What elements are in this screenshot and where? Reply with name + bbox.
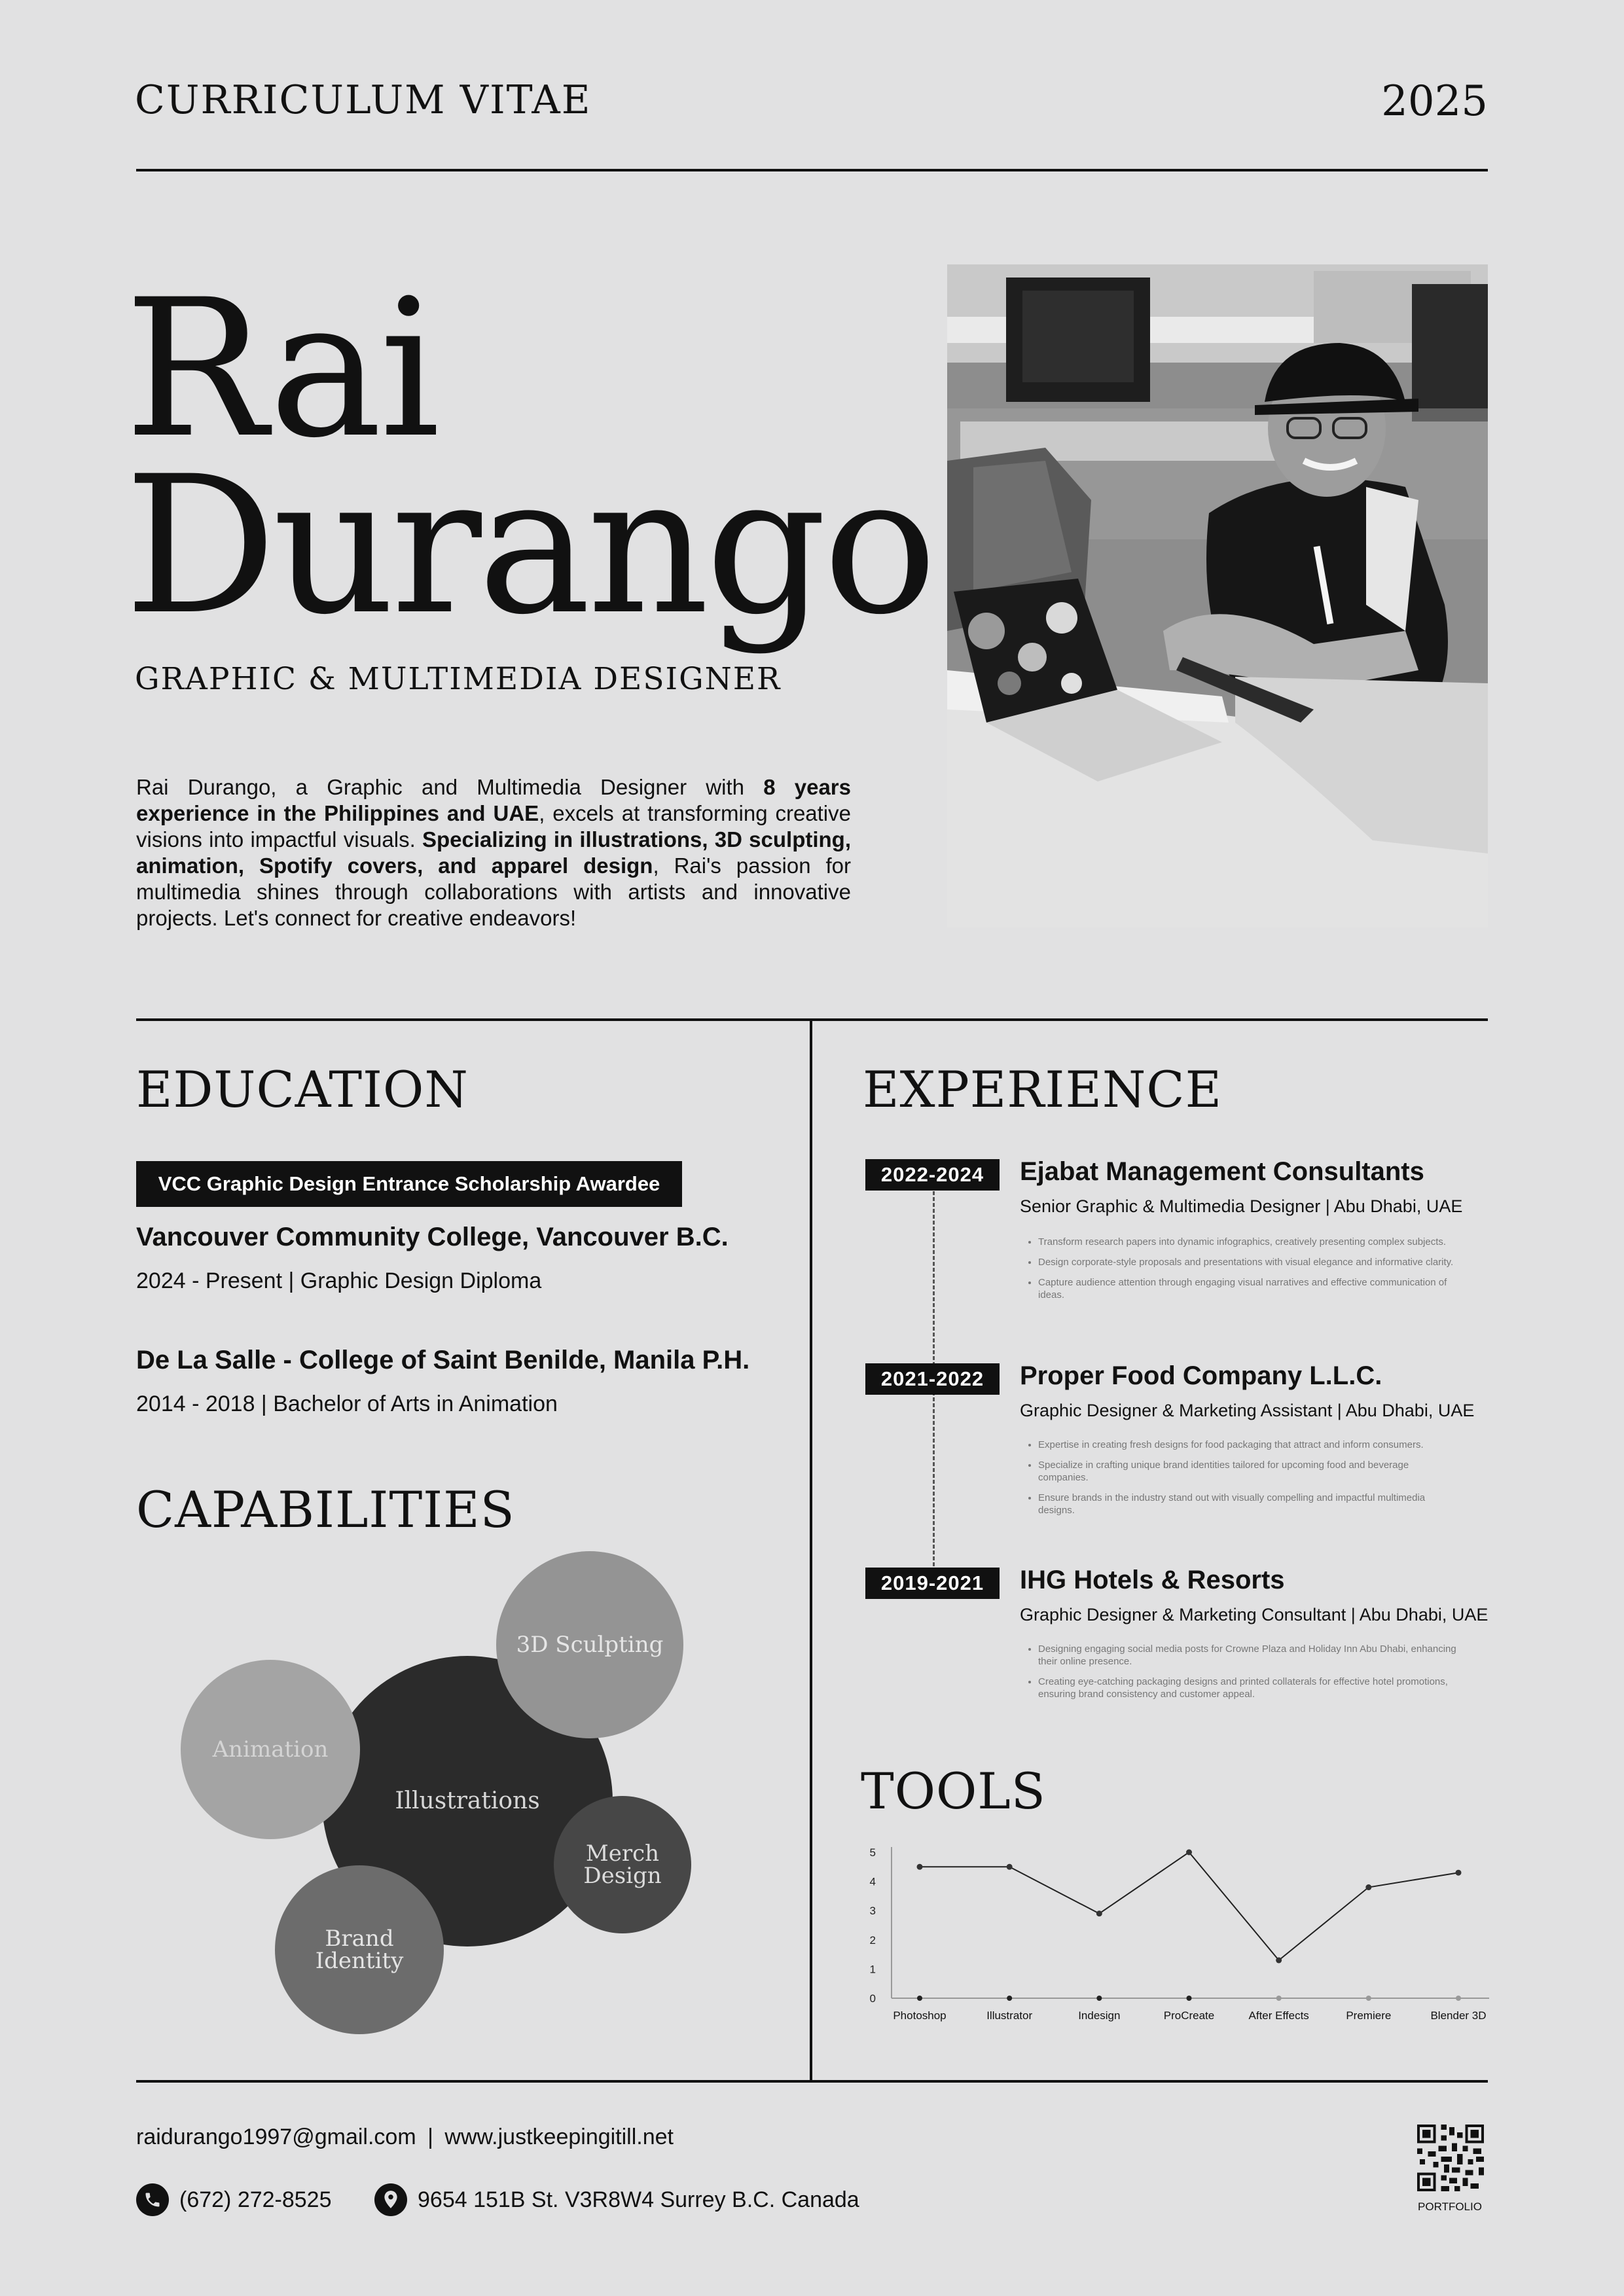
location-pin-icon bbox=[374, 2183, 407, 2216]
capability-label: Merch Design bbox=[583, 1840, 662, 1889]
profile-photo bbox=[947, 264, 1488, 927]
experience-years-badge bbox=[865, 1159, 1000, 1191]
last-name: Durango bbox=[124, 436, 933, 656]
experience-years: 2019-2021 bbox=[880, 1571, 984, 1594]
experience-company: IHG Hotels & Resorts bbox=[1020, 1566, 1285, 1594]
capability-label: Brand Identity bbox=[315, 1926, 404, 1974]
capability-bubble-3d-sculpting bbox=[496, 1551, 683, 1738]
data-point bbox=[1186, 1850, 1192, 1856]
bio-text: , excels at transforming creative visions into impactful visuals. bbox=[136, 801, 851, 852]
first-name: Rai bbox=[124, 259, 438, 480]
capabilities-heading: CAPABILITIES bbox=[136, 1480, 515, 1539]
experience-bullets bbox=[1020, 1236, 1457, 1309]
data-point bbox=[1276, 1958, 1282, 1964]
header-divider bbox=[136, 169, 1488, 171]
phone-row bbox=[136, 2183, 332, 2216]
contact-separator: | bbox=[427, 2125, 433, 2149]
bio-paragraph bbox=[136, 774, 851, 931]
experience-bullet: • Ensure brands in the industry stand out with visually compelling and impactful multimedia designs. bbox=[1038, 1492, 1457, 1516]
experience-years: 2021-2022 bbox=[880, 1367, 984, 1390]
education-school: De La Salle - College of Saint Benilde, Manila P.H. bbox=[136, 1346, 750, 1374]
y-tick-label: 2 bbox=[869, 1933, 876, 1946]
x-tick-label: Indesign bbox=[1078, 2009, 1121, 2022]
x-tick-marker bbox=[917, 1996, 922, 2001]
education-detail: 2014 - 2018 | Bachelor of Arts in Animation bbox=[136, 1391, 558, 1416]
education-heading: EDUCATION bbox=[136, 1060, 469, 1119]
portfolio-label: PORTFOLIO bbox=[1418, 2200, 1482, 2213]
email-text[interactable]: raidurango1997@gmail.com bbox=[136, 2125, 416, 2149]
y-tick-label: 5 bbox=[869, 1846, 876, 1859]
data-point bbox=[1456, 1870, 1462, 1876]
capability-bubble-brand-identity bbox=[275, 1865, 444, 2034]
experience-company: Ejabat Management Consultants bbox=[1020, 1157, 1424, 1186]
address-row bbox=[374, 2183, 859, 2216]
experience-bullet: • Designing engaging social media posts for Crowne Plaza and Holiday Inn Abu Dhabi, enhancing their online presence. bbox=[1038, 1643, 1457, 1668]
data-point bbox=[1096, 1910, 1102, 1916]
experience-role: Senior Graphic & Multimedia Designer | Abu Dhabi, UAE bbox=[1020, 1196, 1463, 1216]
experience-company: Proper Food Company L.L.C. bbox=[1020, 1361, 1382, 1390]
series-line bbox=[920, 1852, 1458, 1960]
phone-icon bbox=[136, 2183, 169, 2216]
x-tick-label: ProCreate bbox=[1163, 2009, 1215, 2022]
tools-chart bbox=[851, 1833, 1499, 2029]
x-tick-marker bbox=[1096, 1996, 1102, 2001]
address-text: 9654 151B St. V3R8W4 Surrey B.C. Canada bbox=[418, 2187, 859, 2212]
experience-heading: EXPERIENCE bbox=[863, 1060, 1223, 1119]
experience-years-badge bbox=[865, 1568, 1000, 1599]
experience-years-badge bbox=[865, 1363, 1000, 1395]
y-tick-label: 0 bbox=[869, 1992, 876, 2005]
capability-bubble-animation bbox=[181, 1660, 360, 1839]
x-tick-marker bbox=[1366, 1996, 1371, 2001]
experience-bullets bbox=[1020, 1439, 1457, 1524]
experience-bullet: • Expertise in creating fresh designs for food packaging that attract and inform consumers. bbox=[1038, 1439, 1457, 1451]
job-title: GRAPHIC & MULTIMEDIA DESIGNER bbox=[135, 661, 782, 697]
capability-label: 3D Sculpting bbox=[516, 1632, 664, 1658]
document-year: 2025 bbox=[1381, 77, 1488, 126]
experience-bullet: • Specialize in crafting unique brand identities tailored for upcoming food and beverage companies. bbox=[1038, 1459, 1457, 1484]
data-point bbox=[1365, 1884, 1371, 1890]
data-point bbox=[917, 1864, 923, 1870]
bio-highlight: Specializing in illustrations, 3D sculpting, animation, Spotify covers, and apparel design bbox=[136, 827, 851, 878]
footer-divider bbox=[136, 2080, 1488, 2083]
x-tick-label: Blender 3D bbox=[1430, 2009, 1487, 2022]
scholarship-badge bbox=[136, 1161, 682, 1207]
document-label: CURRICULUM VITAE bbox=[135, 77, 592, 123]
bio-highlight: 8 years experience in the Philippines and UAE bbox=[136, 775, 851, 825]
y-tick-label: 3 bbox=[869, 1905, 876, 1918]
experience-role: Graphic Designer & Marketing Consultant | Abu Dhabi, UAE bbox=[1020, 1605, 1489, 1624]
y-tick-label: 4 bbox=[869, 1875, 876, 1888]
website-text[interactable]: www.justkeepingitill.net bbox=[444, 2125, 674, 2149]
data-point bbox=[1007, 1864, 1013, 1870]
y-tick-label: 1 bbox=[869, 1963, 876, 1976]
x-tick-label: Illustrator bbox=[986, 2009, 1033, 2022]
experience-bullets bbox=[1020, 1643, 1457, 1708]
experience-role: Graphic Designer & Marketing Assistant | Abu Dhabi, UAE bbox=[1020, 1401, 1475, 1420]
capability-label: Illustrations bbox=[395, 1787, 540, 1814]
x-tick-marker bbox=[1007, 1996, 1012, 2001]
experience-bullet: • Creating eye-catching packaging designs and printed collaterals for effective hotel promotions, ensuring brand consistency and customer appeal. bbox=[1038, 1676, 1457, 1700]
experience-bullet: • Design corporate-style proposals and presentations with visual elegance and informative clarity. bbox=[1038, 1256, 1457, 1268]
phone-text[interactable]: (672) 272-8525 bbox=[179, 2187, 332, 2212]
bio-text: , Rai's passion for multimedia shines through collaborations with artists and innovative projects. Let's connect for creative endeavors! bbox=[136, 853, 851, 930]
x-tick-marker bbox=[1276, 1996, 1282, 2001]
contact-line bbox=[136, 2125, 674, 2150]
bio-text: Rai Durango, a Graphic and Multimedia Designer with bbox=[136, 775, 764, 799]
experience-years: 2022-2024 bbox=[880, 1163, 984, 1186]
education-detail: 2024 - Present | Graphic Design Diploma bbox=[136, 1268, 542, 1293]
education-school: Vancouver Community College, Vancouver B.C. bbox=[136, 1223, 729, 1251]
tools-heading: TOOLS bbox=[861, 1762, 1046, 1820]
qr-code-icon[interactable] bbox=[1417, 2125, 1484, 2191]
x-tick-label: Photoshop bbox=[893, 2009, 947, 2022]
column-divider bbox=[810, 1020, 812, 2081]
x-tick-marker bbox=[1456, 1996, 1461, 2001]
experience-bullet: • Transform research papers into dynamic infographics, creatively presenting complex subjects. bbox=[1038, 1236, 1457, 1248]
scholarship-text: VCC Graphic Design Entrance Scholarship Awardee bbox=[158, 1172, 660, 1195]
x-tick-marker bbox=[1187, 1996, 1192, 2001]
capability-label: Animation bbox=[212, 1736, 329, 1763]
x-tick-label: Premiere bbox=[1346, 2009, 1392, 2022]
x-tick-label: After Effects bbox=[1248, 2009, 1309, 2022]
capability-bubble-merch-design bbox=[554, 1796, 691, 1933]
experience-bullet: • Capture audience attention through engaging visual narratives and effective communication of ideas. bbox=[1038, 1276, 1457, 1301]
